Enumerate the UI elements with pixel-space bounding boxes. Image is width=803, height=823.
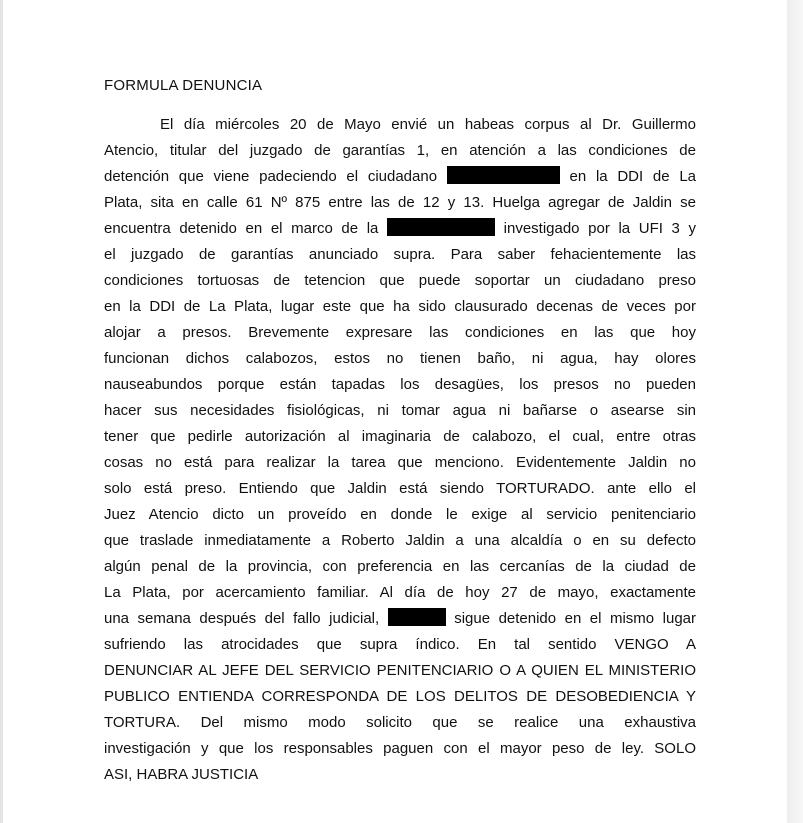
page-left-edge	[0, 0, 3, 823]
text-line	[104, 138, 696, 164]
page-right-edge	[787, 0, 803, 823]
line-text: nauseabundos porque están tapadas los desagües, los presos no pueden	[104, 376, 696, 393]
line-text: PUBLICO ENTIENDA CORRESPONDA DE LOS DELITOS DE DESOBEDIENCIA Y	[104, 688, 696, 705]
line-text: detención que viene padeciendo el ciudadano	[104, 168, 438, 185]
text-line	[104, 398, 696, 424]
line-text: en la DDI de La	[569, 168, 697, 185]
text-line	[104, 294, 696, 320]
text-line	[104, 190, 696, 216]
text-line	[104, 242, 696, 268]
line-text: investigación y que los responsables paguen con el mayor peso de ley. SOLO	[104, 740, 696, 757]
line-text: el juzgado de garantías anunciado supra. Para saber fehacientemente las	[104, 246, 696, 263]
text-line	[104, 632, 696, 658]
redaction-block	[447, 166, 560, 184]
line-text: El día miércoles 20 de Mayo envié un habeas corpus al Dr. Guillermo	[160, 116, 696, 133]
redaction-block	[387, 218, 495, 236]
text-line	[104, 736, 696, 762]
text-line	[104, 710, 696, 736]
text-line	[104, 320, 696, 346]
text-line	[104, 684, 696, 710]
redaction-block	[388, 608, 446, 626]
line-text: La Plata, por acercamiento familiar. Al día de hoy 27 de mayo, exactamente	[104, 584, 696, 601]
line-text: tener que pedirle autorización al imaginaria de calabozo, el cual, entre otras	[104, 428, 696, 445]
line-text: encuentra detenido en el marco de la	[104, 220, 379, 237]
line-text: en la DDI de La Plata, lugar este que ha sido clausurado decenas de veces por	[104, 298, 696, 315]
text-line	[160, 112, 696, 138]
line-text: hacer sus necesidades fisiológicas, ni tomar agua ni bañarse o asearse sin	[104, 402, 696, 419]
text-line	[104, 762, 696, 788]
line-text: DENUNCIAR AL JEFE DEL SERVICIO PENITENCIARIO O A QUIEN EL MINISTERIO	[104, 662, 696, 679]
line-text: Atencio, titular del juzgado de garantías 1, en atención a las condiciones de	[104, 142, 696, 159]
line-text: cosas no está para realizar la tarea que menciono. Evidentemente Jaldin no	[104, 454, 696, 471]
line-text: TORTURA. Del mismo modo solicito que se realice una exhaustiva	[104, 714, 696, 731]
text-line	[104, 164, 696, 190]
line-text: que traslade inmediatamente a Roberto Jaldin a una alcaldía o en su defecto	[104, 532, 696, 549]
text-line	[104, 658, 696, 684]
text-line	[104, 424, 696, 450]
text-line	[104, 372, 696, 398]
text-line	[104, 554, 696, 580]
line-text: algún penal de la provincia, con preferencia en las cercanías de la ciudad de	[104, 558, 696, 575]
text-line	[104, 606, 696, 632]
line-text: ASI, HABRA JUSTICIA	[104, 766, 259, 783]
line-text: Plata, sita en calle 61 Nº 875 entre las de 12 y 13. Huelga agregar de Jaldin se	[104, 194, 696, 211]
line-text: funcionan dichos calabozos, estos no tienen baño, ni agua, hay olores	[104, 350, 696, 367]
text-line	[104, 450, 696, 476]
line-text: alojar a presos. Brevemente expresare las condiciones en las que hoy	[104, 324, 696, 341]
text-line	[104, 216, 696, 242]
line-text: sigue detenido en el mismo lugar	[454, 610, 697, 627]
text-line	[104, 528, 696, 554]
line-text: solo está preso. Entiendo que Jaldin está siendo TORTURADO. ante ello el	[104, 480, 696, 497]
document-heading: FORMULA DENUNCIA	[104, 77, 263, 94]
line-text: Juez Atencio dicto un proveído en donde le exige al servicio penitenciario	[104, 506, 696, 523]
line-text: investigado por la UFI 3 y	[503, 220, 696, 237]
text-line	[104, 502, 696, 528]
line-text: sufriendo las atrocidades que supra índico. En tal sentido VENGO A	[104, 636, 696, 653]
text-line	[104, 268, 696, 294]
text-line	[104, 580, 696, 606]
line-text: condiciones tortuosas de tetencion que puede soportar un ciudadano preso	[104, 272, 696, 289]
line-text: una semana después del fallo judicial,	[104, 610, 380, 627]
text-line	[104, 476, 696, 502]
text-line	[104, 346, 696, 372]
